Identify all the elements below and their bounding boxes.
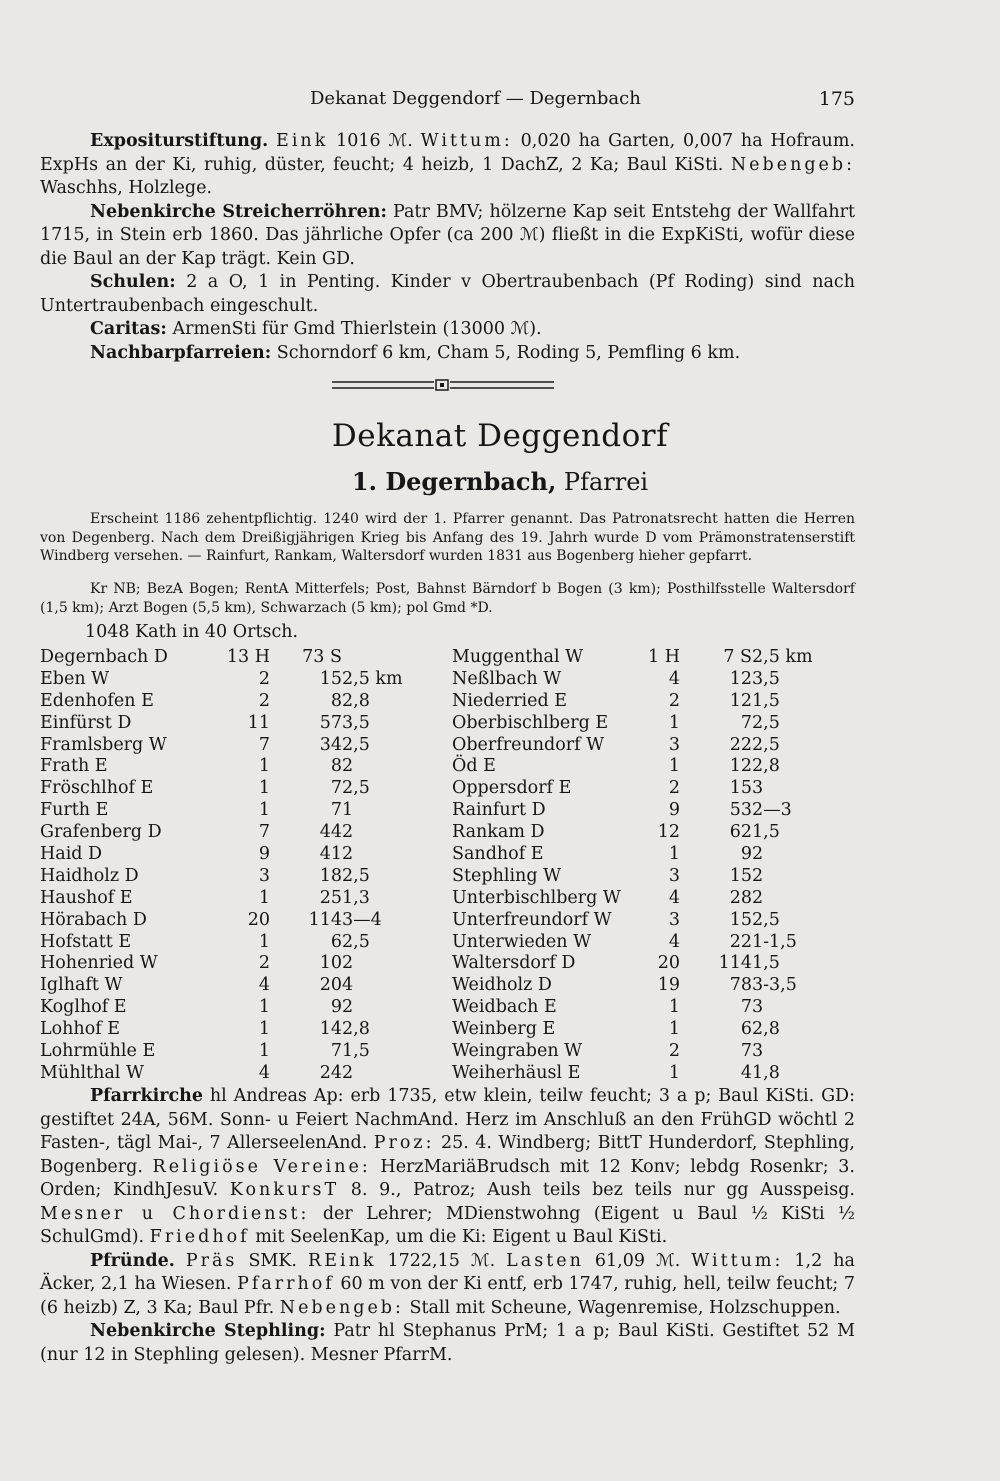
place-name: Lohhof E <box>40 1019 121 1040</box>
souls-count: 73 S <box>302 646 342 667</box>
place-name: Frath E <box>40 756 108 777</box>
houses-count: 1 <box>668 997 680 1018</box>
souls-count: 12 <box>729 668 752 689</box>
souls-count: 7 <box>740 997 752 1018</box>
place-row <box>452 843 813 865</box>
souls-count: 57 <box>319 712 342 733</box>
houses-count: 3 <box>258 865 270 886</box>
section-title: Dekanat Deggendorf <box>331 418 669 454</box>
distance: 2,5 km <box>752 646 813 667</box>
place-row <box>452 1062 813 1084</box>
distance: 2,5 <box>342 931 370 952</box>
catholic-count: 1048 Kath in 40 Ortsch. <box>85 622 299 642</box>
houses-count: 4 <box>668 887 680 908</box>
paragraph-pfarrkirche: Pfarrkirche hl Andreas Ap: erb 1735, etw klein, teilw feucht; 3 a p; Baul KiSti. GD: gestiftet 24A, 56M. Sonn- u Feiert NachmAnd. Herz im Anschluß an den FrühGD wöchtl 2 Fasten-, tägl Mai-, 7 AllerseelenAnd. Proz: 25. 4. Windberg; BittT Hunderdorf, Stephling, Bogenberg. Religiöse Vereine: HerzMariäBrudsch mit 12 Konv; lebdg Rosenkr; 3. Orden; KindhJesuV. KonkursT 8. 9., Patroz; Aush teils bez teils nur gg Ausspeisg. Mesner u Chordienst: der Lehrer; MDienstwohng (Eigent u Baul ½ KiSti ½ SchulGmd). Friedhof mit SeelenKap, um die Ki: Eigent u Baul KiSti. <box>40 1086 855 1247</box>
place-name: Hofstatt E <box>40 931 132 952</box>
souls-count: 7 <box>330 800 342 821</box>
place-name: Oberfreundorf W <box>452 734 605 755</box>
houses-count: 1 <box>668 1062 680 1083</box>
distance: 1,8 <box>752 1062 780 1083</box>
distance: 2,5 <box>752 712 780 733</box>
place-row <box>452 712 813 734</box>
place-name: Stephling W <box>452 865 562 886</box>
distance: 1-1,5 <box>752 931 797 952</box>
houses-count: 1 <box>668 756 680 777</box>
place-row <box>452 690 813 712</box>
distance: 2,8 <box>342 1019 370 1040</box>
souls-count: 78 <box>729 975 752 996</box>
houses-count: 20 <box>247 909 270 930</box>
place-row <box>452 821 813 843</box>
houses-count: 19 <box>657 975 680 996</box>
page-number: 175 <box>818 88 855 110</box>
place-row <box>40 974 412 996</box>
place-row <box>40 646 412 668</box>
houses-count: 13 H <box>226 646 270 667</box>
place-name: Iglhaft W <box>40 975 123 996</box>
place-row <box>452 734 813 756</box>
distance: 3 <box>752 778 764 799</box>
place-name: Haid D <box>40 843 103 864</box>
place-row <box>40 1018 412 1040</box>
souls-count: 114 <box>308 909 342 930</box>
distance: 2 <box>752 843 764 864</box>
place-row <box>40 712 412 734</box>
souls-count: 15 <box>729 778 752 799</box>
paragraph-schulen: Schulen: 2 a O, 1 in Penting. Kinder v Obertraubenbach (Pf Roding) sind nach Untertraubenbach eingeschult. <box>40 272 855 316</box>
houses-count: 1 H <box>648 646 680 667</box>
intro-history: Erscheint 1186 zehentpflichtig. 1240 wird der 1. Pfarrer genannt. Das Patronatsrecht hatten die Herren von Degenberg. Nach dem Dreißigjährigen Krieg bis Anfang des 19. Jahrh wurde D vom Prämonstratenserstift Windberg versehen. — Rainfurt, Rankam, Waltersdorf wurden 1831 aus Bogenberg hieher gepfarrt. <box>40 511 855 564</box>
houses-count: 4 <box>668 931 680 952</box>
houses-count: 1 <box>668 1019 680 1040</box>
distance: 2 <box>342 822 354 843</box>
place-name: Unterwieden W <box>452 931 592 952</box>
place-name: Eben W <box>40 668 110 689</box>
souls-count: 4 <box>740 1062 752 1083</box>
houses-count: 12 <box>657 822 680 843</box>
houses-count: 7 <box>258 822 270 843</box>
place-name: Furth E <box>40 800 109 821</box>
place-name: Hörabach D <box>40 909 147 930</box>
souls-count: 34 <box>319 734 342 755</box>
paragraph-expositurstiftung: Expositurstiftung. Eink 1016 ℳ. Wittum: 0,020 ha Garten, 0,007 ha Hofraum. ExpHs an der Ki, ruhig, düster, feucht; 4 heizb, 1 DachZ, 2 Ka; Baul KiSti. Nebengeb: Waschhs, Holzlege. <box>40 131 855 198</box>
paragraph-nebenkirche-streicherroehren: Nebenkirche Streicherröhren: Patr BMV; hölzerne Kap seit Entstehg der Wallfahrt 1715, in Stein erb 1860. Das jährliche Opfer (ca 200 ℳ) fließt in die ExpKiSti, wofür diese die Baul an der Kap trägt. Kein GD. <box>40 201 855 269</box>
souls-count: 62 <box>729 822 752 843</box>
distance: 2,5 <box>752 734 780 755</box>
place-name: Degernbach D <box>40 646 168 667</box>
places-table-left <box>40 646 412 1084</box>
distance: 2 <box>342 843 354 864</box>
houses-count: 4 <box>668 668 680 689</box>
souls-count: 15 <box>729 865 752 886</box>
place-row <box>452 777 813 799</box>
place-name: Weingraben W <box>452 1040 583 1061</box>
place-row <box>40 931 412 953</box>
place-row <box>452 646 813 668</box>
houses-count: 1 <box>258 931 270 952</box>
souls-count: 9 <box>740 843 752 864</box>
intro-administration: Kr NB; BezA Bogen; RentA Mitterfels; Post, Bahnst Bärndorf b Bogen (3 km); Posthilfsstelle Waltersdorf (1,5 km); Arzt Bogen (5,5 km), Schwarzach (5 km); pol Gmd *D. <box>40 581 855 616</box>
place-name: Lohrmühle E <box>40 1040 156 1061</box>
place-row <box>40 887 412 909</box>
houses-count: 4 <box>258 1062 270 1083</box>
place-row <box>40 755 412 777</box>
souls-count: 7 <box>330 1040 342 1061</box>
distance: 1,5 <box>752 953 780 974</box>
distance: 3—4 <box>342 909 382 930</box>
place-row <box>40 865 412 887</box>
place-row <box>40 909 412 931</box>
place-name: Einfürst D <box>40 712 132 733</box>
houses-count: 11 <box>247 712 270 733</box>
souls-count: 14 <box>319 1019 342 1040</box>
houses-count: 9 <box>668 800 680 821</box>
paragraph-caritas: Caritas: ArmenSti für Gmd Thierlstein (13000 ℳ). <box>90 319 542 339</box>
distance: 1,5 <box>342 1040 370 1061</box>
distance: 2 <box>342 756 354 777</box>
place-name: Mühlthal W <box>40 1062 144 1083</box>
place-name: Haushof E <box>40 887 133 908</box>
houses-count: 20 <box>657 953 680 974</box>
distance: 2,8 <box>342 690 370 711</box>
houses-count: 2 <box>668 778 680 799</box>
paragraph-nebenkirche-stephling: Nebenkirche Stephling: Patr hl Stephanus PrM; 1 a p; Baul KiSti. Gestiftet 52 M (nur 12 in Stephling gelesen). Mesner PfarrM. <box>40 1321 855 1365</box>
distance: 3-3,5 <box>752 975 797 996</box>
place-name: Rainfurt D <box>452 800 546 821</box>
houses-count: 3 <box>668 865 680 886</box>
houses-count: 9 <box>258 843 270 864</box>
place-row <box>452 668 813 690</box>
place-row <box>452 865 813 887</box>
place-row <box>452 799 813 821</box>
places-table-right <box>452 646 813 1084</box>
distance: 3 <box>752 1040 764 1061</box>
souls-count: 44 <box>319 822 342 843</box>
distance: 2 <box>752 887 764 908</box>
distance: 3 <box>752 997 764 1018</box>
place-name: Muggenthal W <box>452 646 584 667</box>
souls-count: 7 <box>330 778 342 799</box>
souls-count: 22 <box>729 734 752 755</box>
distance <box>342 646 412 668</box>
place-row <box>40 690 412 712</box>
distance: 2,8 <box>752 1019 780 1040</box>
houses-count: 2 <box>258 668 270 689</box>
souls-count: 24 <box>319 1062 342 1083</box>
houses-count: 1 <box>668 843 680 864</box>
place-name: Fröschlhof E <box>40 778 154 799</box>
houses-count: 1 <box>258 1019 270 1040</box>
paragraph-nachbarpfarreien: Nachbarpfarreien: Schorndorf 6 km, Cham 5, Roding 5, Pemfling 6 km. <box>90 342 741 363</box>
souls-count: 12 <box>729 756 752 777</box>
souls-count: 8 <box>330 756 342 777</box>
distance: 1,5 <box>752 690 780 711</box>
distance: 2,5 <box>342 734 370 755</box>
souls-count: 7 S <box>723 646 752 667</box>
place-name: Unterfreundorf W <box>452 909 612 930</box>
houses-count: 1 <box>258 997 270 1018</box>
place-name: Oppersdorf E <box>452 778 572 799</box>
place-name: Unterbischlberg W <box>452 887 621 908</box>
distance: 2,5 <box>342 865 370 886</box>
place-row <box>40 1062 412 1084</box>
place-name: Hohenried W <box>40 953 158 974</box>
distance: 1 <box>342 800 354 821</box>
souls-count: 8 <box>330 690 342 711</box>
place-row <box>40 952 412 974</box>
distance: 2,5 <box>752 909 780 930</box>
place-name: Rankam D <box>452 822 545 843</box>
place-row <box>40 799 412 821</box>
souls-count: 7 <box>740 1040 752 1061</box>
place-row <box>452 755 813 777</box>
place-row <box>40 668 412 690</box>
place-row <box>40 843 412 865</box>
distance: 2,8 <box>752 756 780 777</box>
houses-count: 2 <box>668 1040 680 1061</box>
place-row <box>452 887 813 909</box>
place-name: Sandhof E <box>452 843 544 864</box>
place-row <box>452 952 813 974</box>
distance: 2,5 km <box>342 668 403 689</box>
place-name: Waltersdorf D <box>452 953 576 974</box>
houses-count: 1 <box>258 800 270 821</box>
place-row <box>452 909 813 931</box>
place-name: Neßlbach W <box>452 668 562 689</box>
section-divider-ornament <box>332 378 554 392</box>
houses-count: 1 <box>258 1040 270 1061</box>
souls-count: 22 <box>729 931 752 952</box>
souls-count: 53 <box>729 800 752 821</box>
souls-count: 20 <box>319 975 342 996</box>
houses-count: 2 <box>258 690 270 711</box>
paragraph-pfruende: Pfründe. Präs SMK. REink 1722,15 ℳ. Lasten 61,09 ℳ. Wittum: 1,2 ha Äcker, 2,1 ha Wiesen. Pfarrhof 60 m von der Ki entf, erb 1747, ruhig, hell, teilw feucht; 7 (6 heizb) Z, 3 Ka; Baul Pfr. Nebengeb: Stall mit Scheune, Wagenremise, Holzschuppen. <box>40 1250 855 1318</box>
souls-count: 28 <box>729 887 752 908</box>
distance: 2 <box>342 997 354 1018</box>
previous-section <box>40 130 855 365</box>
houses-count: 1 <box>668 712 680 733</box>
parish-details <box>40 1085 855 1367</box>
place-name: Weidbach E <box>452 997 557 1018</box>
place-name: Weinberg E <box>452 1019 556 1040</box>
houses-count: 2 <box>668 690 680 711</box>
place-row <box>452 1018 813 1040</box>
distance: 2 <box>752 865 764 886</box>
place-row <box>452 974 813 996</box>
place-name: Niederried E <box>452 690 568 711</box>
houses-count: 1 <box>258 778 270 799</box>
distance: 3,5 <box>342 712 370 733</box>
place-row <box>40 777 412 799</box>
souls-count: 15 <box>729 909 752 930</box>
houses-count: 7 <box>258 734 270 755</box>
souls-count: 114 <box>718 953 752 974</box>
distance: 4 <box>342 975 354 996</box>
souls-count: 41 <box>319 843 342 864</box>
souls-count: 15 <box>319 668 342 689</box>
souls-count: 18 <box>319 865 342 886</box>
souls-count: 6 <box>330 931 342 952</box>
distance: 2 <box>342 1062 354 1083</box>
distance: 1,3 <box>342 887 370 908</box>
place-row <box>40 821 412 843</box>
distance: 3,5 <box>752 668 780 689</box>
souls-count: 6 <box>740 1019 752 1040</box>
place-row <box>452 996 813 1018</box>
place-row <box>452 931 813 953</box>
souls-count: 9 <box>330 997 342 1018</box>
houses-count: 1 <box>258 756 270 777</box>
place-name: Haidholz D <box>40 865 139 886</box>
distance: 2 <box>342 953 354 974</box>
houses-count: 3 <box>668 909 680 930</box>
place-name: Weidholz D <box>452 975 552 996</box>
place-row <box>40 734 412 756</box>
place-row <box>40 996 412 1018</box>
distance: 2—3 <box>752 800 792 821</box>
distance: 1,5 <box>752 822 780 843</box>
houses-count: 1 <box>258 887 270 908</box>
running-head: Dekanat Deggendorf — Degernbach <box>310 88 641 109</box>
place-name: Koglhof E <box>40 997 127 1018</box>
houses-count: 3 <box>668 734 680 755</box>
souls-count: 7 <box>740 712 752 733</box>
place-name: Framlsberg W <box>40 734 167 755</box>
place-name: Oberbischlberg E <box>452 712 609 733</box>
place-name: Edenhofen E <box>40 690 154 711</box>
souls-count: 12 <box>729 690 752 711</box>
souls-count: 10 <box>319 953 342 974</box>
place-name: Weiherhäusl E <box>452 1062 581 1083</box>
place-row <box>452 1040 813 1062</box>
souls-count: 25 <box>319 887 342 908</box>
houses-count: 4 <box>258 975 270 996</box>
place-name: Grafenberg D <box>40 822 162 843</box>
place-name: Öd E <box>452 756 496 777</box>
place-row <box>40 1040 412 1062</box>
distance: 2,5 <box>342 778 370 799</box>
section-subtitle: 1. Degernbach, Pfarrei <box>351 467 649 496</box>
houses-count: 2 <box>258 953 270 974</box>
